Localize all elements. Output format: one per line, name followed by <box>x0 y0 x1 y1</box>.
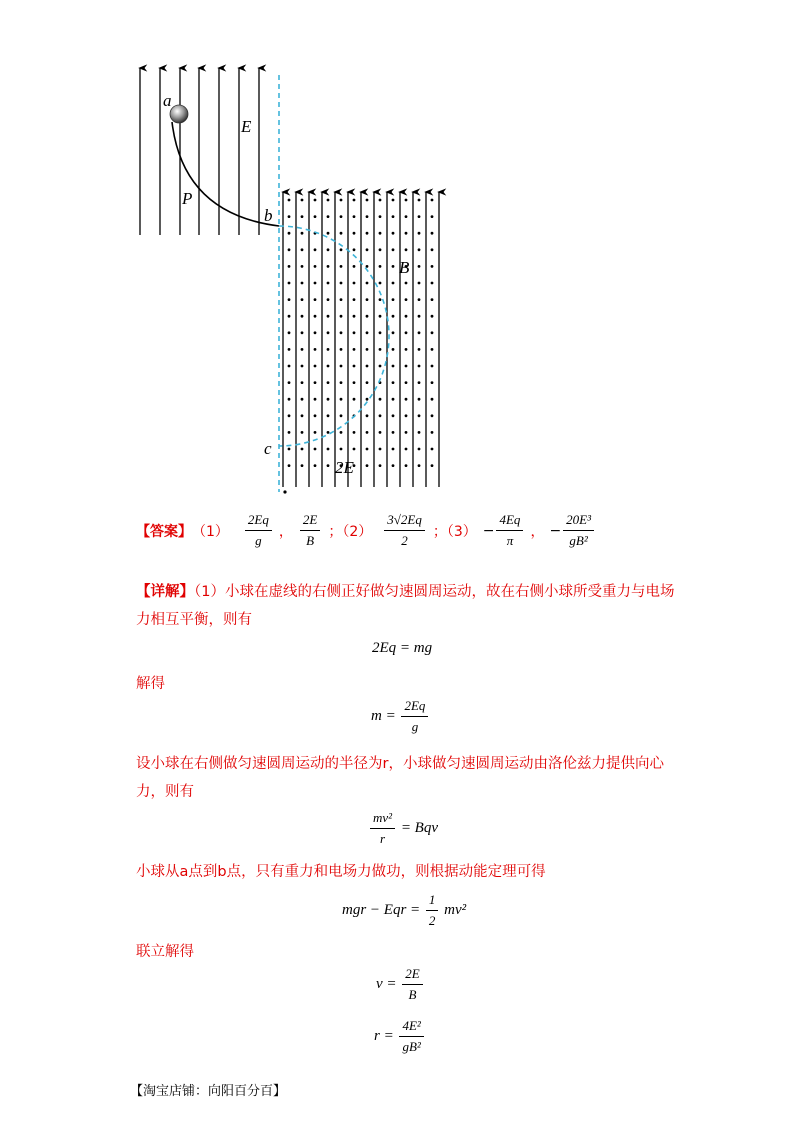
field-dot <box>301 248 304 251</box>
field-dot <box>288 431 291 434</box>
field-dot <box>379 215 382 218</box>
field-dot <box>431 414 434 417</box>
field-dot <box>301 331 304 334</box>
field-dot <box>301 365 304 368</box>
field-dot <box>314 315 317 318</box>
field-dot <box>314 348 317 351</box>
field-dot <box>379 248 382 251</box>
field-dot <box>405 248 408 251</box>
answer-velocity: $\frac{2E}{B}$ <box>300 512 320 549</box>
field-dot <box>418 348 421 351</box>
field-dot <box>327 282 330 285</box>
equation-3: $\frac{\text{mv²}}{r}$ = Bqv <box>368 810 438 847</box>
field-dot <box>340 232 343 235</box>
field-dot <box>288 331 291 334</box>
field-dot <box>340 215 343 218</box>
field-dot <box>392 414 395 417</box>
field-dot <box>431 448 434 451</box>
field-dot <box>327 298 330 301</box>
field-dot <box>431 232 434 235</box>
field-dot <box>327 431 330 434</box>
field-dot <box>431 265 434 268</box>
field-dot <box>327 248 330 251</box>
field-dot <box>431 381 434 384</box>
field-dot <box>353 398 356 401</box>
field-dot <box>405 431 408 434</box>
field-dot <box>418 331 421 334</box>
field-dot <box>392 381 395 384</box>
field-dot <box>301 199 304 202</box>
field-dot <box>340 431 343 434</box>
field-dot <box>301 265 304 268</box>
field-dot <box>288 282 291 285</box>
field-dot <box>431 348 434 351</box>
field-dot <box>327 448 330 451</box>
field-dot <box>353 365 356 368</box>
field-dot <box>327 199 330 202</box>
field-dot <box>392 298 395 301</box>
field-dot <box>340 381 343 384</box>
field-dot <box>301 464 304 467</box>
field-dot <box>392 398 395 401</box>
field-dot <box>366 431 369 434</box>
field-dot <box>288 215 291 218</box>
field-dot <box>431 398 434 401</box>
field-dot <box>379 398 382 401</box>
answer-minus-1: − <box>482 522 495 539</box>
field-dot <box>392 448 395 451</box>
field-dot <box>405 448 408 451</box>
field-dot <box>301 398 304 401</box>
field-dot <box>327 315 330 318</box>
field-dot <box>431 215 434 218</box>
field-dot <box>288 464 291 467</box>
field-dot <box>353 298 356 301</box>
field-dot <box>418 215 421 218</box>
answer-part1-label: （1） <box>192 523 229 540</box>
field-dot <box>379 464 382 467</box>
field-dot <box>379 431 382 434</box>
field-dot <box>288 365 291 368</box>
detail-paragraph-2: 设小球在右侧做匀速圆周运动的半径为r，小球做匀速圆周运动由洛伦兹力提供向心力，则有 <box>136 756 664 800</box>
detail-paragraph-1: 【详解】（1）小球在虚线的右侧正好做匀速圆周运动，故在右侧小球所受重力与电场力相互平衡，则有 <box>136 584 675 628</box>
field-dot <box>301 381 304 384</box>
field-dot <box>379 282 382 285</box>
field-dot <box>405 398 408 401</box>
field-dot <box>353 232 356 235</box>
field-dot <box>418 464 421 467</box>
field-diagram <box>0 0 800 510</box>
field-dot <box>314 414 317 417</box>
field-dot <box>405 331 408 334</box>
magnetic-field-dots <box>283 199 433 494</box>
field-dot <box>288 348 291 351</box>
field-dot <box>314 464 317 467</box>
field-dot <box>366 365 369 368</box>
field-dot <box>314 199 317 202</box>
field-dot <box>340 348 343 351</box>
field-dot <box>288 298 291 301</box>
field-dot <box>366 414 369 417</box>
field-dot <box>353 265 356 268</box>
field-dot <box>301 298 304 301</box>
field-dot <box>327 365 330 368</box>
field-dot <box>431 199 434 202</box>
field-dot <box>288 199 291 202</box>
field-dot <box>379 298 382 301</box>
field-dot <box>392 248 395 251</box>
label-B: B <box>399 258 410 277</box>
field-dot <box>379 265 382 268</box>
track-curve <box>172 122 279 226</box>
field-dot <box>288 232 291 235</box>
field-dot <box>288 381 291 384</box>
field-dot <box>405 381 408 384</box>
field-dot <box>418 398 421 401</box>
field-dot <box>340 414 343 417</box>
field-dot <box>418 199 421 202</box>
field-dot <box>392 464 395 467</box>
field-dot <box>314 331 317 334</box>
field-dot <box>392 215 395 218</box>
field-dot <box>314 381 317 384</box>
label-c: c <box>264 439 272 458</box>
field-dot <box>379 414 382 417</box>
field-dot <box>340 448 343 451</box>
field-dot <box>314 215 317 218</box>
field-dot <box>340 398 343 401</box>
field-dot <box>379 448 382 451</box>
field-dot <box>405 414 408 417</box>
field-dot <box>405 315 408 318</box>
field-dot <box>353 315 356 318</box>
field-dot <box>418 298 421 301</box>
field-dot <box>418 265 421 268</box>
field-dot <box>418 381 421 384</box>
field-dot <box>379 348 382 351</box>
answer-part3-label: ；（3） <box>432 523 477 540</box>
equation-6: r = $\frac{\text{4E²}}{\text{gB²}}$ <box>374 1018 426 1055</box>
field-dot <box>353 331 356 334</box>
field-dot <box>314 448 317 451</box>
field-dot <box>283 490 286 493</box>
field-dot <box>418 365 421 368</box>
field-dot <box>366 398 369 401</box>
answer-part3a: $\frac{4Eq}{\pi}$ <box>496 512 523 549</box>
field-dot <box>366 232 369 235</box>
field-dot <box>340 199 343 202</box>
field-dot <box>301 431 304 434</box>
field-dot <box>366 298 369 301</box>
field-dot <box>431 298 434 301</box>
answer-part2-label: ；（2） <box>328 523 373 540</box>
field-dot <box>340 248 343 251</box>
field-dot <box>340 315 343 318</box>
field-dot <box>431 331 434 334</box>
field-dot <box>314 282 317 285</box>
equation-4: mgr − Eqr = $\frac{1}{2}$ mv² <box>342 892 467 928</box>
field-dot <box>340 365 343 368</box>
field-dot <box>366 315 369 318</box>
field-dot <box>327 348 330 351</box>
field-dot <box>366 448 369 451</box>
field-dot <box>405 215 408 218</box>
label-2E: 2E <box>335 458 354 477</box>
field-dot <box>405 365 408 368</box>
field-dot <box>405 199 408 202</box>
field-dot <box>353 248 356 251</box>
field-dot <box>431 431 434 434</box>
field-dot <box>288 414 291 417</box>
field-dot <box>431 365 434 368</box>
field-dot <box>392 199 395 202</box>
answer-line <box>136 512 596 549</box>
field-dot <box>418 448 421 451</box>
field-dot <box>405 232 408 235</box>
ball <box>170 105 188 123</box>
field-dot <box>418 248 421 251</box>
field-dot <box>379 232 382 235</box>
field-dot <box>327 215 330 218</box>
field-dot <box>353 431 356 434</box>
answer-comma-2: ， <box>530 523 545 540</box>
field-dot <box>314 365 317 368</box>
field-dot <box>392 431 395 434</box>
field-dot <box>301 315 304 318</box>
field-dot <box>340 298 343 301</box>
field-dot <box>405 282 408 285</box>
answer-mass: $\frac{2Eq}{g}$ <box>245 512 272 549</box>
field-dot <box>366 265 369 268</box>
label-a: a <box>163 91 172 110</box>
field-dot <box>392 348 395 351</box>
field-dot <box>431 248 434 251</box>
field-dot <box>379 331 382 334</box>
field-dot <box>366 248 369 251</box>
field-dot <box>418 315 421 318</box>
footer-shop-note: 【淘宝店铺：向阳百分百】 <box>130 1084 287 1099</box>
solve-label-2: 联立解得 <box>136 944 194 960</box>
field-dot <box>392 265 395 268</box>
equation-1: 2Eq = mg <box>372 640 433 656</box>
field-dot <box>301 282 304 285</box>
field-dot <box>431 464 434 467</box>
field-dot <box>379 199 382 202</box>
field-dot <box>301 215 304 218</box>
field-dot <box>327 265 330 268</box>
field-dot <box>392 331 395 334</box>
field-dot <box>340 265 343 268</box>
field-dot <box>379 365 382 368</box>
field-dot <box>353 199 356 202</box>
field-dot <box>327 414 330 417</box>
field-dot <box>353 381 356 384</box>
field-dot <box>405 298 408 301</box>
field-dot <box>288 265 291 268</box>
field-dot <box>353 348 356 351</box>
field-dot <box>340 282 343 285</box>
field-dot <box>327 331 330 334</box>
label-b: b <box>264 206 273 225</box>
field-dot <box>327 232 330 235</box>
field-dot <box>314 398 317 401</box>
field-dot <box>353 448 356 451</box>
answer-part2: $\frac{3√2Eq}{2}$ <box>384 512 425 549</box>
field-dot <box>405 464 408 467</box>
label-E: E <box>241 117 252 136</box>
field-dot <box>288 448 291 451</box>
field-dot <box>314 265 317 268</box>
field-dot <box>314 431 317 434</box>
answer-label: 【答案】 <box>136 523 192 540</box>
field-lines-upper <box>140 68 259 235</box>
equation-5: v = $\frac{2E}{B}$ <box>376 966 425 1003</box>
field-dot <box>366 282 369 285</box>
field-dot <box>392 365 395 368</box>
field-dot <box>301 232 304 235</box>
field-dot <box>327 381 330 384</box>
detail-label: 【详解】 <box>136 584 194 600</box>
field-dot <box>288 248 291 251</box>
field-dot <box>301 348 304 351</box>
answer-comma: ， <box>278 523 293 540</box>
field-dot <box>314 298 317 301</box>
answer-minus-2: − <box>549 522 562 539</box>
field-dot <box>288 315 291 318</box>
field-dot <box>327 464 330 467</box>
field-dot <box>418 282 421 285</box>
equation-2: m = $\frac{2Eq}{g}$ <box>371 698 430 735</box>
field-dot <box>353 215 356 218</box>
detail-paragraph-3: 小球从a点到b点，只有重力和电场力做功，则根据动能定理可得 <box>136 864 546 880</box>
answer-part3b: $\frac{\text{20E³}}{\text{gB²}}$ <box>563 512 594 549</box>
field-dot <box>392 232 395 235</box>
field-dot <box>405 348 408 351</box>
field-dot <box>288 398 291 401</box>
field-dot <box>366 381 369 384</box>
field-dot <box>366 215 369 218</box>
field-dot <box>366 199 369 202</box>
field-dot <box>327 398 330 401</box>
field-dot <box>392 315 395 318</box>
field-dot <box>418 232 421 235</box>
field-dot <box>418 414 421 417</box>
label-P: P <box>182 189 193 208</box>
field-dot <box>301 414 304 417</box>
field-dot <box>392 282 395 285</box>
field-dot <box>353 282 356 285</box>
field-dot <box>431 315 434 318</box>
field-dot <box>418 431 421 434</box>
field-dot <box>301 448 304 451</box>
field-dot <box>340 331 343 334</box>
field-dot <box>366 348 369 351</box>
solve-label-1: 解得 <box>136 676 165 692</box>
field-dot <box>366 331 369 334</box>
field-dot <box>379 315 382 318</box>
field-dot <box>431 282 434 285</box>
field-dot <box>314 248 317 251</box>
field-dot <box>366 464 369 467</box>
